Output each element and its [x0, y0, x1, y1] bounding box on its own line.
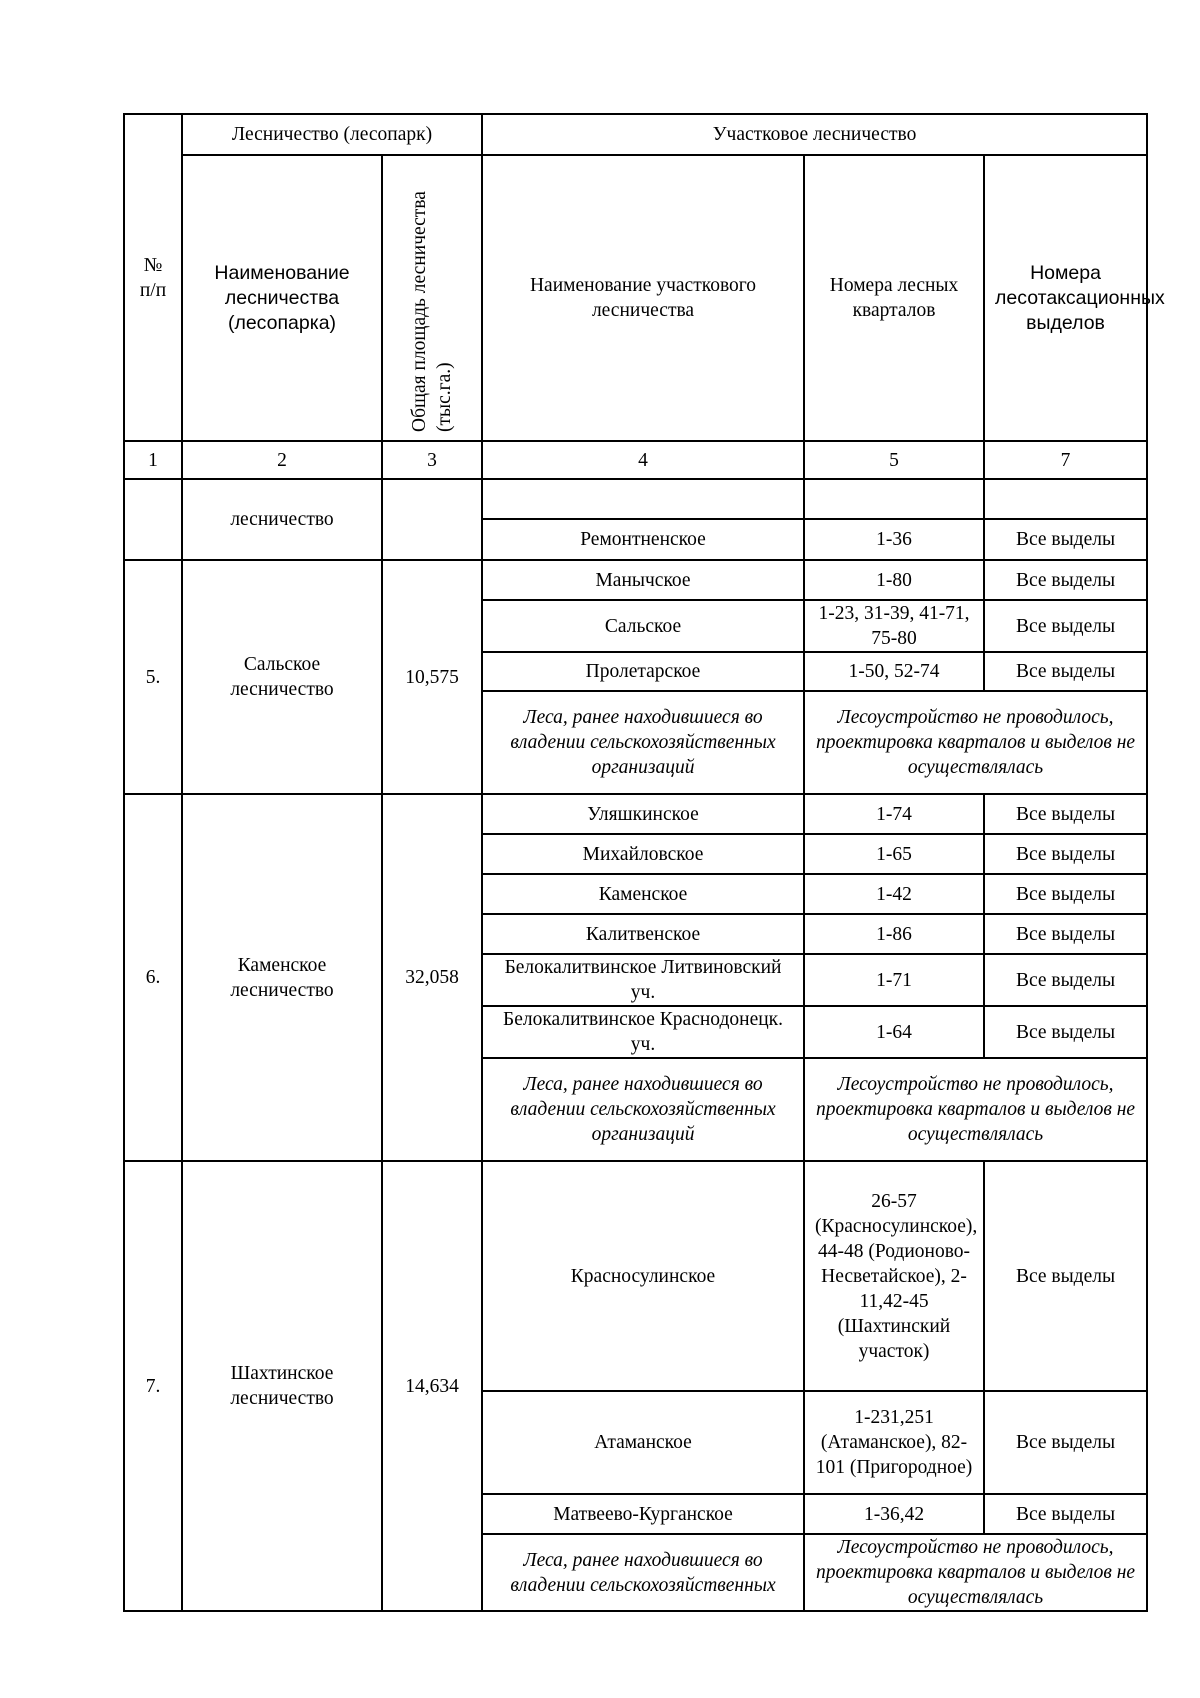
district-name: Михайловское: [482, 834, 804, 874]
district-name: Манычское: [482, 560, 804, 600]
district-name: Ремонтненское: [482, 519, 804, 560]
sections: Все выделы: [984, 600, 1147, 652]
sections: Все выделы: [984, 1391, 1147, 1494]
note-text: Лесоустройство не проводилось, проектировка кварталов и выделов не осуществлялась: [804, 1534, 1147, 1611]
district-name: Уляшкинское: [482, 794, 804, 834]
forestry-area: 32,058: [382, 794, 482, 1161]
cont-empty-quarters: [804, 479, 984, 519]
quarters: 1-50, 52-74: [804, 652, 984, 691]
sections: Все выделы: [984, 874, 1147, 914]
header-area: [382, 155, 482, 441]
quarters: 1-86: [804, 914, 984, 954]
col-number: 1: [124, 441, 182, 479]
quarters: 1-36,42: [804, 1494, 984, 1534]
col-number: 4: [482, 441, 804, 479]
sections: Все выделы: [984, 954, 1147, 1006]
sections: Все выделы: [984, 1494, 1147, 1534]
header-sections: Номера лесотаксационных выделов: [984, 155, 1147, 441]
sections: Все выделы: [984, 652, 1147, 691]
district-name: Каменское: [482, 874, 804, 914]
sections: Все выделы: [984, 914, 1147, 954]
sections: Все выделы: [984, 794, 1147, 834]
quarters: 26-57 (Красносулинское), 44-48 (Родионово-Несветайское), 2-11,42-45 (Шахтинский участок): [804, 1161, 984, 1391]
header-area-text: Общая площадь лесничества (тыс.га.): [409, 191, 455, 432]
quarters: 1-23, 31-39, 41-71, 75-80: [804, 600, 984, 652]
forestry-name: Шахтинское лесничество: [182, 1161, 382, 1611]
sections: Все выделы: [984, 519, 1147, 560]
district-name: Пролетарское: [482, 652, 804, 691]
district-name: Белокалитвинское Литвиновский уч.: [482, 954, 804, 1006]
district-name: Атаманское: [482, 1391, 804, 1494]
quarters: 1-65: [804, 834, 984, 874]
district-name: Калитвенское: [482, 914, 804, 954]
forestry-name: Сальское лесничество: [182, 560, 382, 794]
note-district: Леса, ранее находившиеся во владении сельскохозяйственных: [482, 1534, 804, 1611]
header-district-name: Наименование участкового лесничества: [482, 155, 804, 441]
note-district: Леса, ранее находившиеся во владении сельскохозяйственных организаций: [482, 1058, 804, 1161]
sections: Все выделы: [984, 1161, 1147, 1391]
district-name: Матвеево-Курганское: [482, 1494, 804, 1534]
quarters: 1-74: [804, 794, 984, 834]
forestry-table: [123, 113, 1165, 1612]
district-name: Красносулинское: [482, 1161, 804, 1391]
cont-forestry: лесничество: [182, 479, 382, 560]
header-group-district: Участковое лесничество: [482, 114, 1147, 155]
district-name: Сальское: [482, 600, 804, 652]
quarters: 1-36: [804, 519, 984, 560]
col-number: 7: [984, 441, 1147, 479]
note-text: Лесоустройство не проводилось, проектировка кварталов и выделов не осуществлялась: [804, 1058, 1147, 1161]
header-quarters: Номера лесных кварталов: [804, 155, 984, 441]
header-forestry-name: Наименование лесничества (лесопарка): [182, 155, 382, 441]
quarters: 1-64: [804, 1006, 984, 1058]
district-name: Белокалитвинское Краснодонецк. уч.: [482, 1006, 804, 1058]
forestry-area: 14,634: [382, 1161, 482, 1611]
header-group-forestry: Лесничество (лесопарк): [182, 114, 482, 155]
col-number: 3: [382, 441, 482, 479]
row-number: 6.: [124, 794, 182, 1161]
note-district: Леса, ранее находившиеся во владении сельскохозяйственных организаций: [482, 691, 804, 794]
row-number: 7.: [124, 1161, 182, 1611]
row-number: 5.: [124, 560, 182, 794]
forestry-name: Каменское лесничество: [182, 794, 382, 1161]
note-text: Лесоустройство не проводилось, проектировка кварталов и выделов не осуществлялась: [804, 691, 1147, 794]
cont-empty-sections: [984, 479, 1147, 519]
cont-area: [382, 479, 482, 560]
quarters: 1-231,251 (Атаманское), 82-101 (Пригородное): [804, 1391, 984, 1494]
cont-empty-district: [482, 479, 804, 519]
sections: Все выделы: [984, 560, 1147, 600]
sections: Все выделы: [984, 1006, 1147, 1058]
quarters: 1-71: [804, 954, 984, 1006]
header-no: № п/п: [124, 114, 182, 441]
sections: Все выделы: [984, 834, 1147, 874]
quarters: 1-80: [804, 560, 984, 600]
col-number: 5: [804, 441, 984, 479]
cont-no: [124, 479, 182, 560]
quarters: 1-42: [804, 874, 984, 914]
forestry-area: 10,575: [382, 560, 482, 794]
col-number: 2: [182, 441, 382, 479]
